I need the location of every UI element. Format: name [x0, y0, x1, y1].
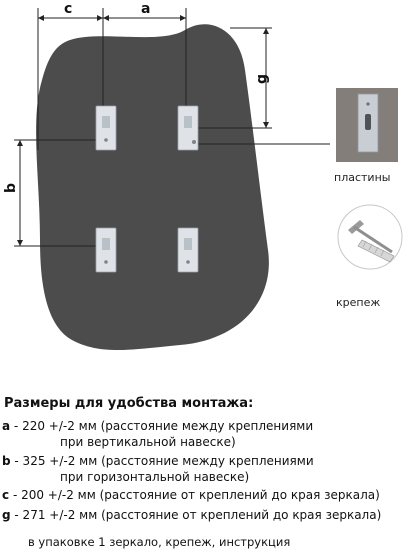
spec-text-continued: при горизонтальной навеске)	[60, 470, 250, 484]
dimension-label-a: a	[141, 1, 151, 17]
mounting-plate	[96, 106, 116, 150]
mounting-plate	[178, 228, 198, 272]
spec-text: - 220 +/-2 мм (расстояние между креплениями	[10, 419, 314, 433]
wall-plate-photo	[336, 88, 398, 162]
mounting-plate	[96, 228, 116, 272]
specs-title: Размеры для удобства монтажа:	[4, 396, 254, 411]
spec-text: - 200 +/-2 мм (расстояние от креплений до края зеркала)	[9, 488, 380, 502]
fastener-icon	[338, 205, 402, 269]
spec-key: a	[2, 419, 11, 433]
spec-text-continued: при вертикальной навеске)	[60, 435, 236, 449]
mounting-plate	[178, 106, 198, 150]
spec-b	[2, 453, 404, 485]
spec-a	[2, 418, 404, 450]
spec-text: - 325 +/-2 мм (расстояние между креплениями	[10, 454, 314, 468]
plates-caption: пластины	[334, 171, 391, 184]
dimension-label-c: c	[64, 1, 73, 17]
spec-text: - 271 +/-2 мм (расстояние от креплений до края зеркала)	[10, 508, 382, 522]
mirror-shape	[36, 24, 269, 350]
fastener-caption: крепеж	[336, 296, 381, 309]
dimension-label-b: b	[3, 182, 19, 193]
spec-key: g	[2, 508, 11, 522]
spec-key: b	[2, 454, 11, 468]
dimension-label-g: g	[254, 73, 270, 84]
package-note: в упаковке 1 зеркало, крепеж, инструкция	[28, 535, 291, 549]
spec-key: c	[2, 488, 10, 502]
spec-c	[2, 487, 404, 503]
spec-g	[2, 507, 404, 523]
